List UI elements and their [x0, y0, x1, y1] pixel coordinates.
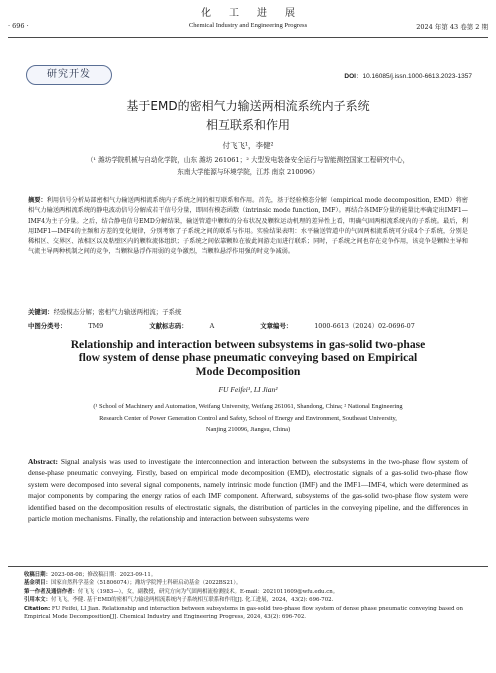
doi-label: DOI: [344, 73, 356, 80]
journal-title-cn: 化工进展: [201, 8, 313, 19]
abstract-cn-text: 利用信号分析局部密相气力输送两相流系统内子系统之间的相互联系和作用。首先，基于经验模态分解（empirical mode decomposition, EMD）将密相气力输送两相流系统的静电波动信号分解成若干信号分量，即固有模态函数（intrinsic mode function, IMF）。再结合各IMF分量的能量比率确定出IMF1—IMF4为主子分量。之后，结合静电信号EMD分解结果，输送管道中颗粒的分布状况及颗粒运动机理的差异性上看，明确气固两相流系统内的子系统。最后，利用IMF1—IMF4的主频和方差的变化规律，分别考察了子系统之间的联系与作用。实验结果表明：水平输送管道中的气固两相流系统可分成4个子系统，分别是稀相区、交界区、浓相区以及粘壁区内的颗粒流体组织；子系统之间依靠颗粒在彼此间游走而进行联系；同时，子系统之间也存在竞争作用，该竞争是颗粒主导和气流主导两种机制之间的竞争，当颗粒悬浮作用弱的竞争激烈，当颗粒悬浮作用强的时竞争减弱。: [28, 197, 468, 256]
article-number: 文章编号： 1000-6613（2024）02-0696-07: [260, 322, 415, 330]
column-badge: 研究开发: [26, 65, 112, 85]
title-en-line: flow system of dense phase pneumatic conveying based on Empirical: [78, 351, 418, 365]
authors-en: FU Feifei¹, LI Jian²: [218, 385, 278, 394]
journal-title-en: Chemical Industry and Engineering Progress: [188, 22, 308, 29]
doi-line: [344, 71, 472, 80]
title-cn: [0, 97, 496, 135]
running-header: [8, 21, 488, 33]
document-code: 文献标志码： A: [149, 322, 215, 330]
affiliation-cn-line: （¹ 潍坊学院机械与自动化学院，山东 潍坊 261061；² 大型发电装备安全运行与智能测控国家工程研究中心，: [86, 156, 410, 164]
keywords-cn: [28, 307, 468, 316]
abstract-cn: [28, 196, 468, 258]
footnote-rule: [8, 566, 488, 567]
classification-row: [28, 321, 468, 330]
affiliation-en-line: Research Center of Power Generation Control and Safety, School of Energy and Environment, Southeast University,: [99, 414, 397, 422]
clc-number: 中图分类号： TM9: [28, 322, 104, 330]
header-rule: [8, 37, 488, 38]
title-en-line: Relationship and interaction between subsystems in gas-solid two-phase: [70, 338, 426, 351]
title-cn-line: 相互联系和作用: [205, 118, 290, 132]
title-cn-line: 基于EMD的密相气力输送两相流系统内子系统: [126, 99, 370, 113]
title-en-line: Mode Decomposition: [195, 364, 301, 378]
affiliation-en-line: Nanjing 210096, Jiangsu, China): [205, 426, 291, 433]
affiliations-cn: [0, 155, 496, 178]
abstract-en-label: Abstract:: [28, 457, 58, 466]
affiliations-en: [28, 401, 468, 436]
author-note: 第一作者及通信作者：付飞飞（1983—），女，副教授，研究方向为气固两相流检测技术。E-mail：2021011609@wfu.edu.cn。: [24, 588, 339, 595]
citation-cn: 引用本文：付飞飞，李健. 基于EMD的密相气力输送两相流系统内子系统相互联系和作用[J]. 化工进展，2024，43(2): 696-702.: [24, 597, 334, 604]
fund-note: 基金项目：国家自然科学基金（51806074）；潍坊学院博士科研启动基金（2022BS21）。: [24, 580, 242, 587]
issue-info: 2024 年第 43 卷第 2 期: [416, 23, 488, 31]
page-number: · 696 ·: [8, 22, 29, 30]
keywords-cn-label: 关键词：: [28, 308, 54, 316]
authors-cn: 付飞飞¹，李健²: [222, 141, 274, 150]
doi-value: ：10.16085/j.issn.1000-6613.2023-1357: [355, 73, 472, 80]
received-note: 收稿日期：2023-08-08；修改稿日期：2023-09-11。: [24, 572, 157, 578]
title-en: [30, 338, 466, 378]
abstract-cn-label: 摘要：: [28, 197, 47, 204]
keywords-cn-text: 经验模态分解；密相气力输送两相流；子系统: [53, 308, 182, 316]
affiliation-en-line: (¹ School of Machinery and Automation, Weifang University, Weifang 261061, Shandong, China; ² National Engineering: [93, 403, 403, 410]
citation-en: Citation: FU Feifei, LI Jian. Relationship and interaction between subsystems in gas-solid two-phase flow system of dense phase pneumatic conveying based on Empirical Mode Decomposition[J]. Chemical Industry and Engineering Progress, 2024, 43(2): 696-702.: [24, 605, 463, 621]
abstract-en-text: Signal analysis was used to investigate the interconnection and interaction between the subsystems in the two-phase flow system of dense-phase pneumatic conveying. Firstly, based on empirical mode decomposition (EMD), electrostatic signals of a gas-solid two-phase flow system were decomposed into several signal components, namely intrinsic mode function (IMF) and the IMF1—IMF4, which were determined as major components by comparing the energy ratios of each IMF component. Afterward, subsystems of the gas-solid two-phase flow system were identified based on the decomposition results of electrostatic signals, the distribution of particles in the conveying pipeline, and the differences in particle motion mechanisms. Finally, the relationship and interaction between subsystems were: [28, 457, 468, 524]
affiliation-cn-line: 东南大学能源与环境学院，江苏 南京 210096）: [177, 167, 319, 176]
abstract-en: [28, 456, 468, 524]
footnotes: [24, 571, 474, 621]
